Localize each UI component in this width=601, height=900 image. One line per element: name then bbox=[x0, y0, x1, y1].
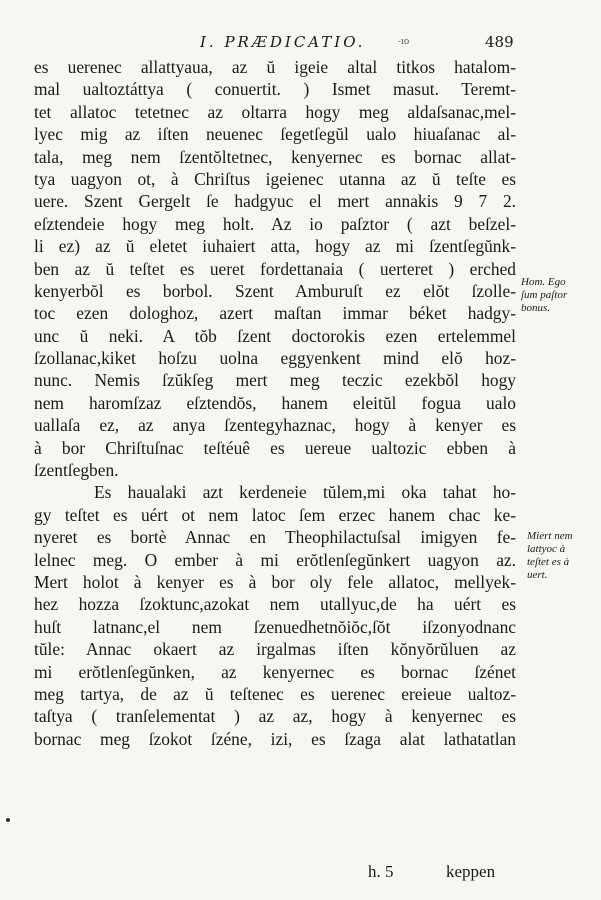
catchword: keppen bbox=[446, 862, 496, 881]
text-line: ſzollanac,kiket hoſzu uolna eggyenkent mind elŏ hoz- bbox=[34, 348, 516, 369]
text-line: lelnec meg. O ember à mi erŏtlenſegŭnkert uagyon az. bbox=[34, 549, 516, 570]
text-line: tala, meg nem ſzentŏltetnec, kenyernec es bornac allat- bbox=[34, 146, 516, 167]
text-line: uallaſa ez, az anya ſzentegyhaznac, hogy à kenyer es bbox=[34, 415, 516, 436]
text-line: Mert holot à kenyer es à bor oly fele allatoc, mellyek- bbox=[34, 571, 516, 592]
text-line: kenyerbŏl es borbol. Szent Amburuſt ez elŏt ſzolle- bbox=[34, 280, 516, 301]
text-line: mi erŏtlenſegŭnken, az kenyernec es bornac ſzénet bbox=[34, 661, 516, 682]
body-text bbox=[34, 56, 516, 750]
text-line: meg tartya, de az ŭ teſtenec es uerenec ereieue ualtoz- bbox=[34, 683, 516, 704]
text-line: à bor Chriſtuſnac teſtéuê es uereue ualtozic ebben à bbox=[34, 437, 516, 458]
text-line: ben az ŭ teſtet es ueret fordettanaia ( uerteret ) erched bbox=[34, 258, 516, 279]
text-line: hez hozza ſzoktunc,azokat nem utallyuc,de ha uért es bbox=[34, 594, 516, 615]
text-line: toc ezen dologhoz, azert maſtan immar béket hadgy- bbox=[34, 303, 516, 324]
margin-note-homily bbox=[521, 276, 591, 315]
margin-note-line: uert. bbox=[527, 569, 548, 581]
running-head: I. PRÆDICATIO. bbox=[200, 33, 366, 51]
text-line: nem haromſzaz eſztendŏs, hanem eleitŭl fogua ualo bbox=[34, 392, 516, 413]
text-line: tya uagyon ot, à Chriſtus igeienec utanna az ŭ teſte es bbox=[34, 168, 516, 189]
ink-speck bbox=[6, 818, 10, 822]
margin-note-line: Hom. Ego bbox=[521, 276, 566, 288]
text-line: eſztendeie hogy meg holt. Az io paſztor ( azt beſzel- bbox=[34, 213, 516, 234]
text-line: nyeret es bortè Annac en Theophilactuſsal imigyen fe- bbox=[34, 527, 516, 548]
margin-note-line: ſum paſtor bbox=[521, 289, 568, 301]
text-line: mal ualtoztáttya ( conuertit. ) Ismet masut. Teremt- bbox=[34, 79, 516, 100]
top-mark: -ıo bbox=[398, 37, 410, 47]
margin-note-why bbox=[527, 530, 597, 582]
text-line: nunc. Nemis ſzŭkſeg mert meg teczic ezekbŏl hogy bbox=[34, 370, 516, 391]
page-number: 489 bbox=[485, 33, 514, 51]
text-line: tet allatoc tetetnec az oltarra hogy meg aldaſsanac,mel- bbox=[34, 101, 516, 122]
paragraph-start: Es haualaki azt kerdeneie tŭlem,mi oka tahat ho- bbox=[94, 482, 516, 503]
text-line: ſzentſegben. bbox=[34, 460, 119, 481]
page-header bbox=[0, 33, 601, 55]
text-line: unc ŭ neki. A tŏb ſzent doctorokis ezen ertelemmel bbox=[34, 325, 516, 346]
text-line: tŭle: Annac okaert az irgalmas iſten kŏnyŏrŭluen az bbox=[34, 639, 516, 660]
text-line: lyec mig az iſten neuenec ſegetſegŭl ualo hiuaſanac al- bbox=[34, 124, 516, 145]
text-line: huſt latnanc,el nem ſzenuedhetnŏiŏc,ſŏt iſzonyodnanc bbox=[34, 616, 516, 637]
text-line: li ez) az ŭ eletet iuhaiert atta, hogy az mi ſzentſegŭnk- bbox=[34, 236, 516, 257]
text-line: es uerenec allattyaua, az ŭ igeie altal titkos hatalom- bbox=[34, 57, 516, 77]
margin-note-line: bonus. bbox=[521, 302, 551, 314]
text-line: taſtya ( tranſelementat ) az az, hogy à kenyernec es bbox=[34, 706, 516, 727]
signature-mark: h. 5 bbox=[368, 862, 394, 881]
margin-note-line: Miert nem bbox=[527, 530, 573, 542]
margin-note-line: teſtet es à bbox=[527, 556, 570, 568]
text-line: uere. Szent Gergelt ſe hadgyuc el mert annakis 9 7 2. bbox=[34, 191, 516, 212]
page-footer bbox=[0, 862, 601, 886]
text-line: gy teſtet es uért ot nem latoc ſem erzec hanem chac ke- bbox=[34, 504, 516, 525]
margin-note-line: lattyoc à bbox=[527, 543, 566, 555]
text-line: bornac meg ſzokot ſzéne, izi, es ſzaga alat lathatatlan bbox=[34, 728, 516, 749]
